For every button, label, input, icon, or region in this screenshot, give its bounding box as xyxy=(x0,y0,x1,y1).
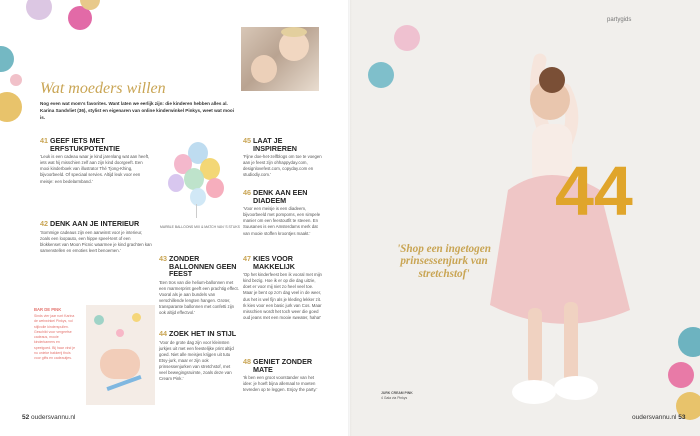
magazine-brand: oudersvannu.nl xyxy=(632,414,677,421)
tip-42 xyxy=(40,220,152,254)
tip-number: 46 xyxy=(243,188,251,197)
tip-text: 'Leuk is een cadeau waar je kind jarenlang wat aan heeft, iets wat hij misschien zelf aan zijn kind doorgeeft. Een mooi kinderboek van illustrator Thé Tjong-Khing, bijvoorbeeld. Of speciaal servies. Altijd leuk voor een meisje: een bedelarmband.' xyxy=(40,154,150,184)
hair xyxy=(281,27,307,37)
tip-heading: KIES VOOR MAKKELIJK xyxy=(253,254,295,271)
tip-number: 47 xyxy=(243,254,251,263)
folio-left xyxy=(22,414,76,421)
tip-heading: DENK AAN EEN DIADEEM xyxy=(253,188,308,205)
page-title: Wat moeders willen xyxy=(40,80,166,97)
pull-quote: 'Shop een ingetogen prinsessenjurk van stretchstof' xyxy=(397,243,491,280)
balloons-photo xyxy=(160,138,240,233)
tip-heading: ZOEK HET IN STIJL xyxy=(169,329,237,338)
balloon xyxy=(168,174,184,192)
tip-43 xyxy=(159,255,239,316)
balloon-strings xyxy=(196,204,197,218)
balloon xyxy=(184,168,204,190)
tip-text: 'Voor een meisje is een diadeem, bijvoorbeeld met pompoms, een simpele manier om een feestoutfit te steeen. En Suusanes is een Amsterdams merk dat van mooie stoffen kroontjes maakt.' xyxy=(243,206,321,236)
child-face xyxy=(251,55,277,83)
page-number: 52 xyxy=(22,414,30,421)
craft-photo xyxy=(86,305,155,405)
hand xyxy=(100,349,140,379)
balloon xyxy=(190,188,206,206)
page-fold xyxy=(348,0,352,436)
kids-photo xyxy=(241,27,319,91)
tip-text: 'Een tros van die helium-ballonnen met een marmerprint geeft een prachtig effect. Vooral als je aan bundels van verschillende lengten hangen. Groter, transparante ballonnen met confetti zijn ook altijd effectvol.' xyxy=(159,279,239,316)
tip-text: 'Voor de grote dag zijn voor kleinsten jurkjes uit met een feestelijke print altijd goed. Niet alle meisjes krijgen uit tutu Etsy-jurk, maar er zijn ook prinsessenjurken van stretchstof, met veel bewegingsruimte, zoals deze van Cream Pink.' xyxy=(159,339,234,382)
tip-text: 'Sommige cadeaus zijn een aanwinst voor je interieur, zoals een loopauto, een hippe speel-tent of een blokkenset van Moon Picnic waarmee je kind grachten kan samenstellen en emoties leert benoemen.' xyxy=(40,229,152,253)
tip-44 xyxy=(159,330,239,382)
tip-heading: LAAT JE INSPIREREN xyxy=(253,136,297,153)
tip-heading: DENK AAN JE INTERIEUR xyxy=(50,219,140,228)
tip-number: 43 xyxy=(159,254,167,263)
page-number: 53 xyxy=(678,414,686,421)
tip-46 xyxy=(243,189,323,237)
tip-45 xyxy=(243,137,323,179)
decor-dot-pink xyxy=(394,25,420,51)
tip-heading: ZONDER BALLONNEN GEEN FEEST xyxy=(169,254,237,279)
girl-illustration xyxy=(470,40,650,430)
folio-right xyxy=(632,414,686,421)
section-label: partygids xyxy=(607,17,632,23)
confetti xyxy=(94,315,104,325)
tip-heading: GEEF IETS MET ERFSTUKPOTENTIE xyxy=(50,136,120,153)
decor-dot-lilac xyxy=(26,0,52,20)
tip-text: 'Op het kinderfeest ben ik vooral met mijn kind bezig. Hoe ik er op die dag uitzie, doet er voor mij niet zo heel veel toe. Maar je bent op zo'n dag veel in de weer, dus het is wel fijn als je kleding lekker zit. Ik kies voor een basic jurk van Cos. Maar misschien wordt het toch weer die goed oud jeans met een mooie sweater, haha!' xyxy=(243,272,322,320)
balloon-number: 44 xyxy=(555,152,633,230)
tip-text: 'Fijne doe-het-zelfblogs om toe te voegen aan je feest zijn ohhappyday.com, designlovefest.com, copyday.com en studiodiy.com.' xyxy=(243,154,322,178)
sidebar-box xyxy=(34,307,76,362)
decor-dot-pink xyxy=(668,362,694,388)
tip-number: 48 xyxy=(243,357,251,366)
tip-47 xyxy=(243,255,323,321)
decor-dot-teal xyxy=(0,46,14,72)
tip-heading: GENIET ZONDER MATE xyxy=(253,357,313,374)
tip-number: 44 xyxy=(159,329,167,338)
sidebar-text: Sinds vier jaar runt Karina de webwinkel Pinkys, vol stijlvolle kinderspullen. Geschikt voor vergeefse cadeaus, mooie kinderkamers en speelgoed. Bij haar vind je nu unieke bakkerij thuis voor gifts en cadeautjes. xyxy=(34,314,76,361)
tip-text: 'Ik ben een groot voorstander van het idee: je hoeft bijna allemaal te moeten tevreden op te leggen. Enjoy the party.' xyxy=(243,375,318,393)
balloon xyxy=(206,178,224,198)
decor-dot-pink xyxy=(10,74,22,86)
decor-dot-teal xyxy=(368,62,394,88)
decor-dot-gold-large xyxy=(0,92,22,122)
sidebar-heading: BAR DE PINK xyxy=(34,307,62,312)
credit-line-2: 4 Gala via Pinkys xyxy=(381,396,408,400)
credit-line-1: JURK CREAM PINK xyxy=(381,391,413,395)
magazine-brand: oudersvannu.nl xyxy=(31,414,76,421)
confetti xyxy=(132,313,141,322)
confetti xyxy=(116,329,124,337)
tip-number: 41 xyxy=(40,136,48,145)
photo-credit xyxy=(381,391,413,401)
decor-dot-teal xyxy=(678,327,700,357)
tip-41 xyxy=(40,137,152,185)
balloon-caption: MARBLE BALLOONS MIX & MATCH VAN 'S STUKS xyxy=(160,225,240,229)
intro-text: Nog even wat mom's favorites. Want laten we eerlijk zijn: die kinderen hebben alles al. Karina Sandvliet (36), stylist en eigenaren van online kinderwinkel Pinkys, weet wat mooi is. xyxy=(40,101,235,120)
tip-number: 42 xyxy=(40,219,48,228)
tip-number: 45 xyxy=(243,136,251,145)
tip-48 xyxy=(243,358,323,393)
